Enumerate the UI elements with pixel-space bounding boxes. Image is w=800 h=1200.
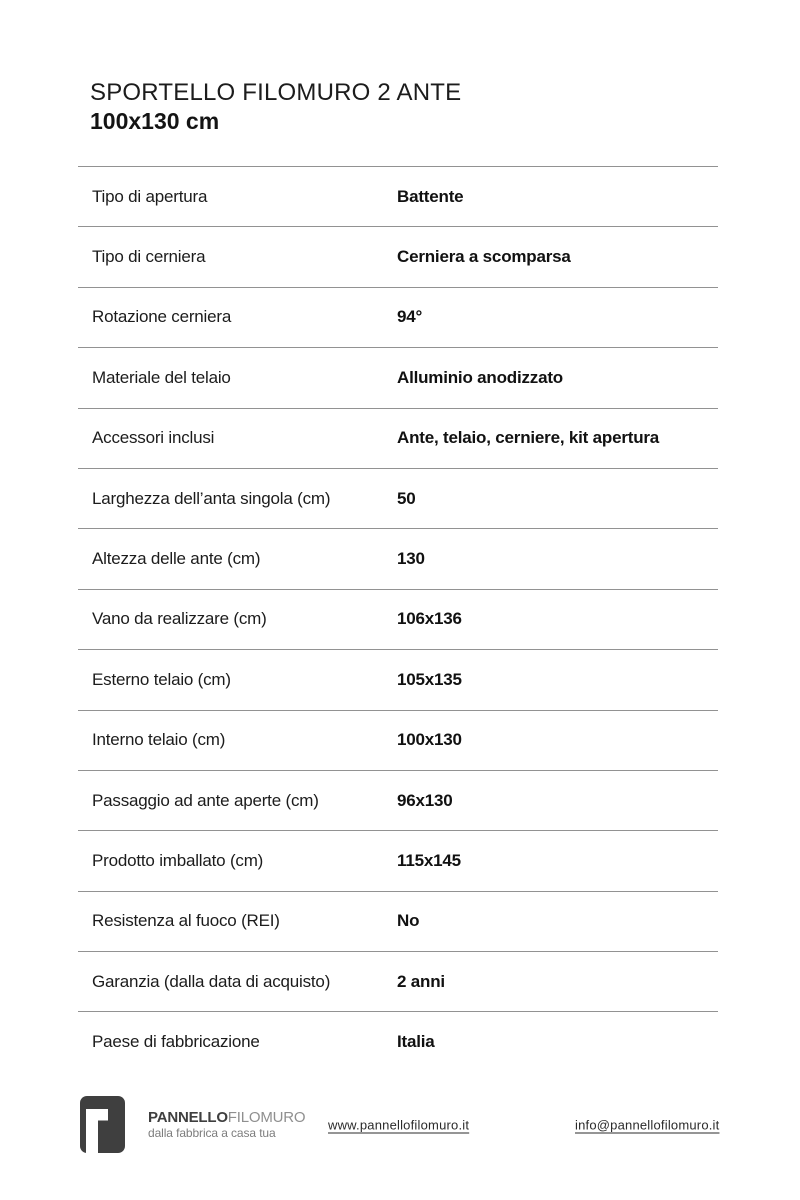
table-row [78,589,718,649]
table-row [78,649,718,709]
spec-value: 96x130 [397,790,453,810]
spec-label: Larghezza dell’anta singola (cm) [92,488,331,508]
spec-value: 50 [397,488,416,508]
brand-name-light: FILOMURO [227,1108,306,1126]
spec-value: Italia [397,1032,435,1052]
table-row [78,830,718,890]
spec-label: Resistenza al fuoco (REI) [92,911,280,931]
spec-label: Garanzia (dalla data di acquisto) [92,971,331,991]
product-title: SPORTELLO FILOMURO 2 ANTE [90,79,462,106]
spec-value: 106x136 [397,609,462,629]
spec-value: 94° [397,307,423,327]
brand-name [148,1109,305,1126]
table-row [78,528,718,588]
email-link[interactable]: info@pannellofilomuro.it [575,1117,720,1132]
table-row [78,770,718,830]
table-row [78,226,718,286]
spec-label: Tipo di apertura [92,186,208,206]
spec-label: Interno telaio (cm) [92,730,226,750]
spec-table [78,166,718,1072]
spec-label: Vano da realizzare (cm) [92,609,267,629]
spec-label: Accessori inclusi [92,428,215,448]
brand-name-bold: PANNELLO [148,1108,228,1126]
table-row [78,1011,718,1071]
brand-logo [80,1096,305,1153]
spec-value: Cerniera a scomparsa [397,247,571,267]
spec-value: 105x135 [397,669,462,689]
table-row [78,891,718,951]
spec-value: 115x145 [397,850,461,870]
spec-value: Battente [397,186,464,206]
spec-value: 130 [397,549,425,569]
spec-label: Esterno telaio (cm) [92,669,231,689]
product-size: 100x130 cm [90,108,220,134]
brand-tagline: dalla fabbrica a casa tua [148,1125,276,1140]
table-row [78,287,718,347]
spec-label: Passaggio ad ante aperte (cm) [92,790,319,810]
footer [0,1096,800,1153]
spec-value: No [397,911,420,931]
brand-text [148,1109,305,1141]
table-row [78,951,718,1011]
table-row [78,347,718,407]
spec-label: Altezza delle ante (cm) [92,549,261,569]
page-title [90,78,461,136]
spec-label: Materiale del telaio [92,367,231,387]
door-logo-icon [80,1096,125,1153]
spec-label: Rotazione cerniera [92,307,232,327]
spec-value: 2 anni [397,971,445,991]
spec-label: Prodotto imballato (cm) [92,850,264,870]
spec-value: Alluminio anodizzato [397,367,563,387]
spec-label: Tipo di cerniera [92,247,206,267]
table-row [78,710,718,770]
table-row [78,408,718,468]
table-row [78,468,718,528]
spec-value: 100x130 [397,730,462,750]
website-link[interactable]: www.pannellofilomuro.it [328,1117,470,1132]
table-row [78,166,718,226]
spec-value: Ante, telaio, cerniere, kit apertura [397,428,660,448]
spec-label: Paese di fabbricazione [92,1032,260,1052]
